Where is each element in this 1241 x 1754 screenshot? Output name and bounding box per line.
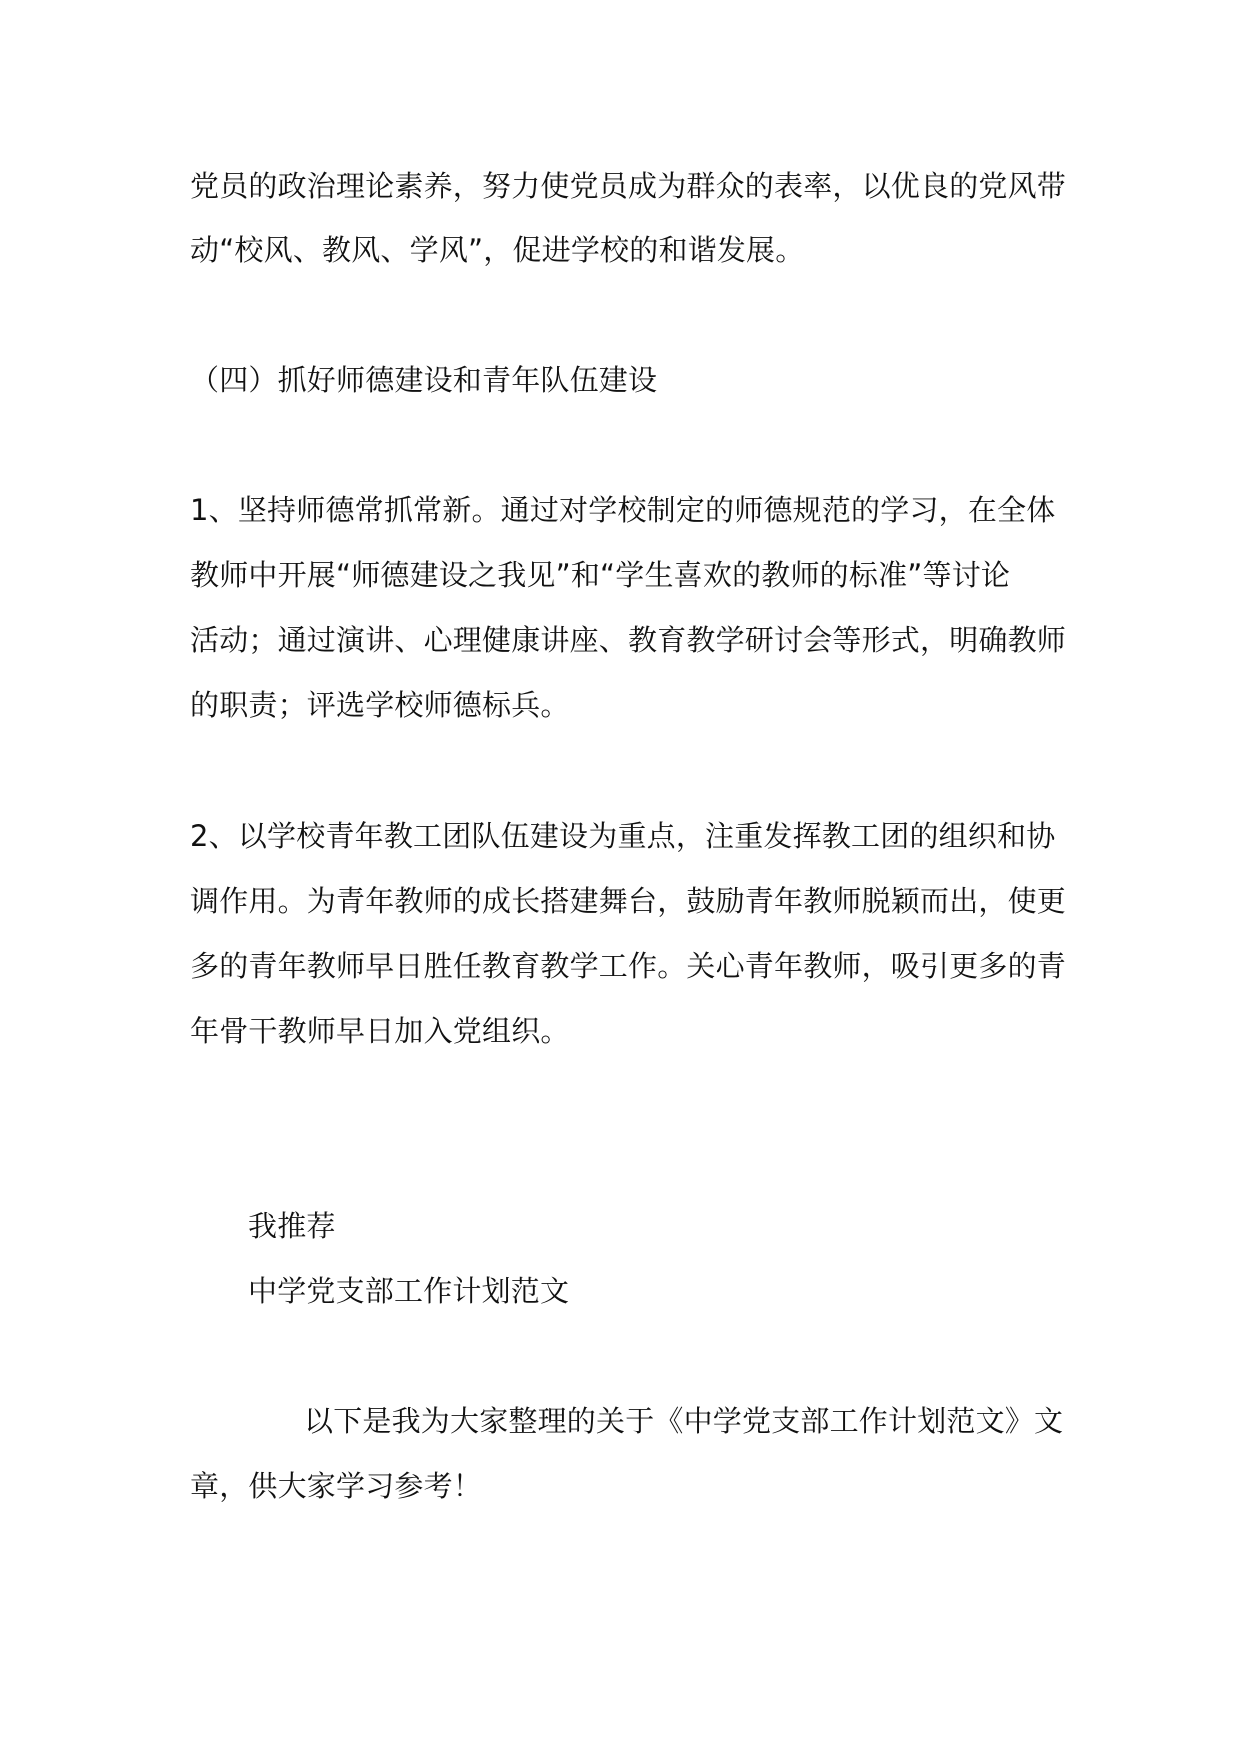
item1-line-2: 教师中开展“师德建设之我见”和“学生喜欢的教师的标准”等讨论 xyxy=(190,558,1011,592)
item2-line-3: 多的青年教师早日胜任教育教学工作。关心青年教师，吸引更多的青 xyxy=(190,949,1067,983)
recommend-title[interactable]: 中学党支部工作计划范文 xyxy=(248,1274,570,1308)
item1-line-4: 的职责；评选学校师德标兵。 xyxy=(190,688,570,722)
item2-line-1: 2、以学校青年教工团队伍建设为重点，注重发挥教工团的组织和协 xyxy=(190,819,1056,853)
recommend-label: 我推荐 xyxy=(248,1209,336,1243)
item1-line-3: 活动；通过演讲、心理健康讲座、教育教学研讨会等形式，明确教师 xyxy=(190,623,1067,657)
item2-line-4: 年骨干教师早日加入党组织。 xyxy=(190,1014,570,1048)
closing-line-1: 以下是我为大家整理的关于《中学党支部工作计划范文》文 xyxy=(304,1404,1064,1438)
intro-line-1: 党员的政治理论素养，努力使党员成为群众的表率，以优良的党风带 xyxy=(190,169,1067,203)
intro-line-2: 动“校风、教风、学风”，促进学校的和谐发展。 xyxy=(190,233,805,267)
item2-line-2: 调作用。为青年教师的成长搭建舞台，鼓励青年教师脱颖而出，使更 xyxy=(190,884,1067,918)
section-heading: （四）抓好师德建设和青年队伍建设 xyxy=(190,363,658,397)
item1-line-1: 1、坚持师德常抓常新。通过对学校制定的师德规范的学习，在全体 xyxy=(190,493,1056,527)
closing-line-2: 章，供大家学习参考！ xyxy=(190,1469,483,1503)
